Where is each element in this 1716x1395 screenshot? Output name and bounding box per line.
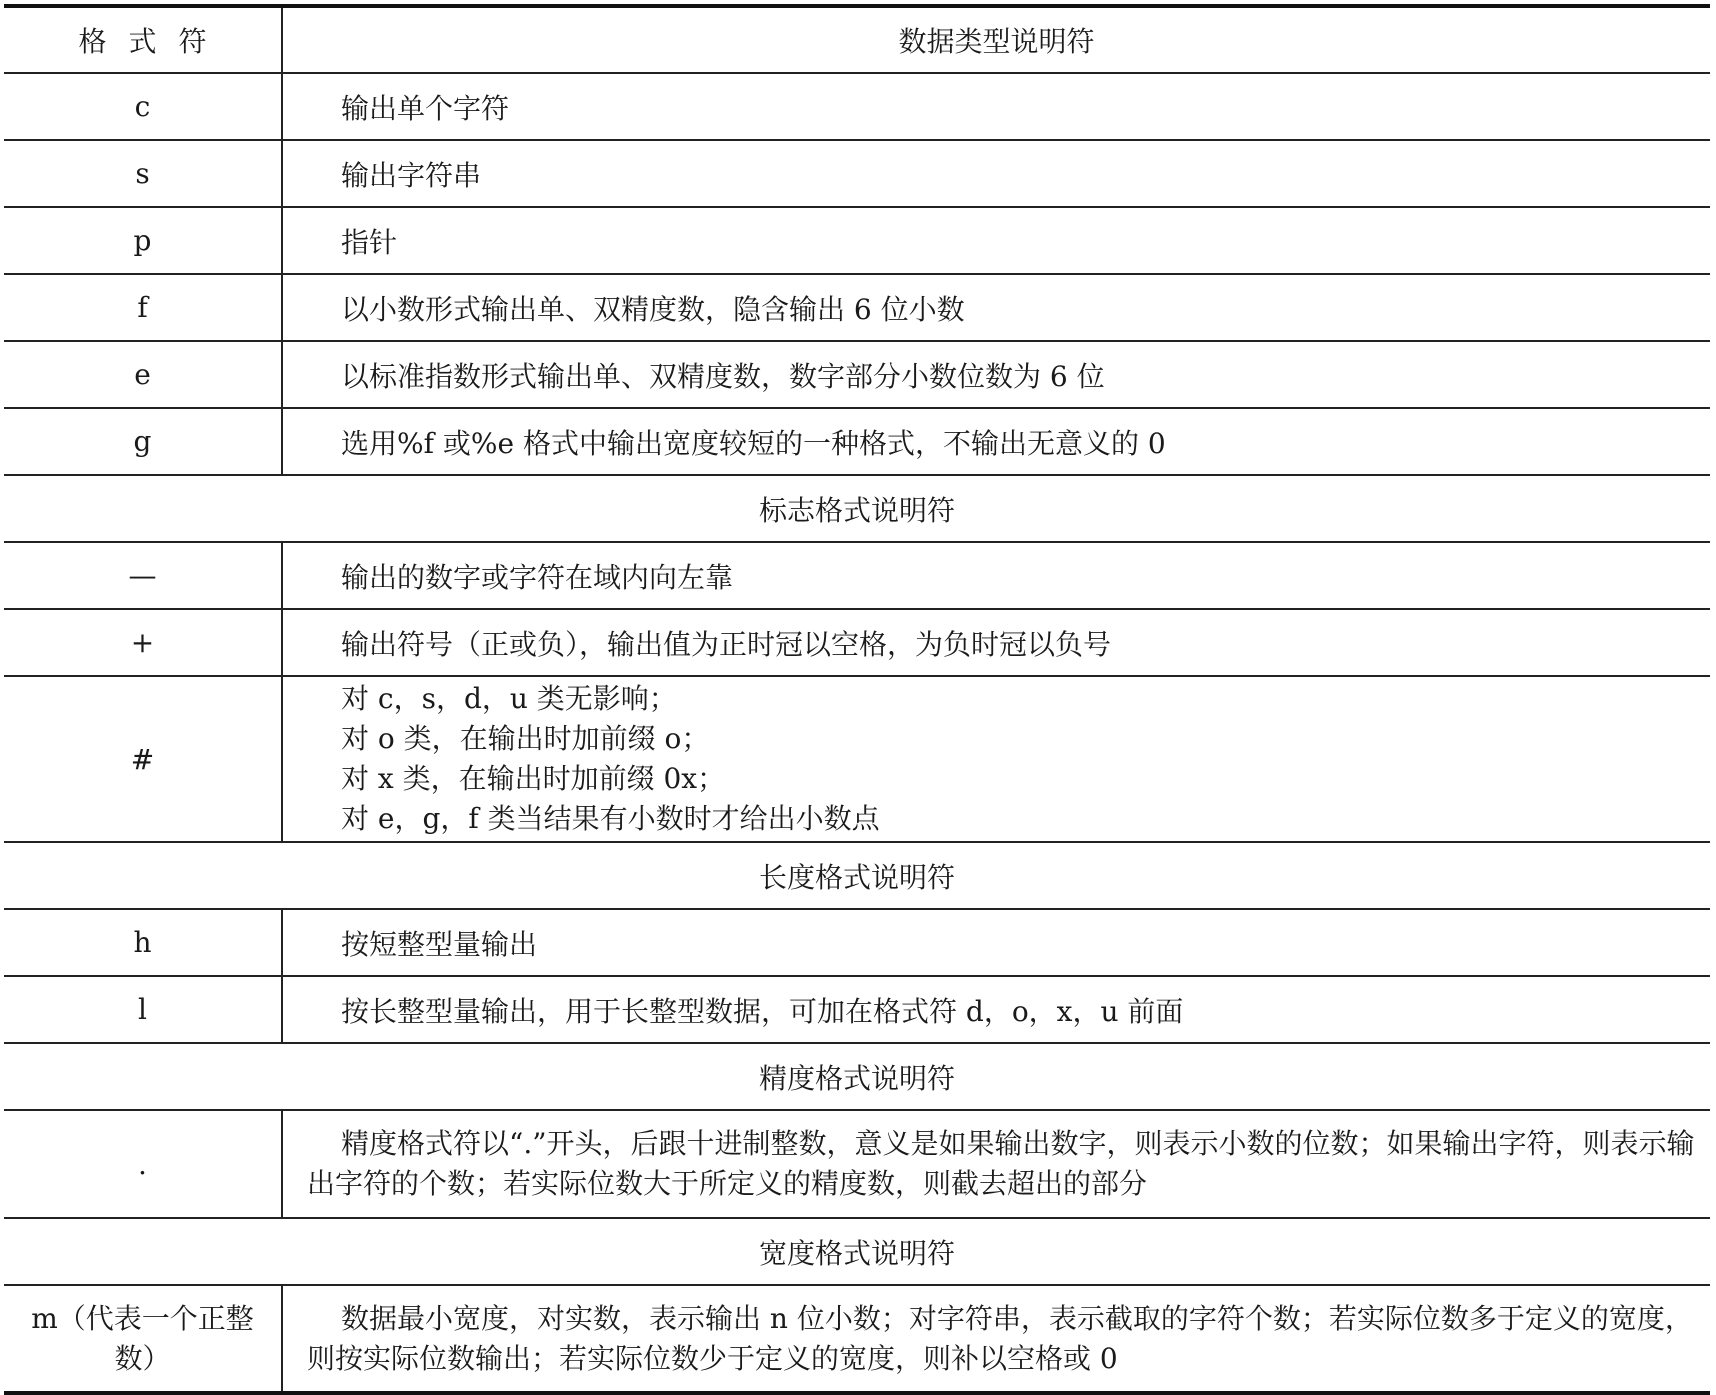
format-key: f bbox=[4, 274, 282, 341]
format-key: c bbox=[4, 73, 282, 140]
description-line: 对 o 类，在输出时加前缀 o； bbox=[341, 722, 710, 755]
table-row bbox=[4, 676, 1710, 842]
format-description: 以小数形式输出单、双精度数，隐含输出 6 位小数 bbox=[282, 274, 1710, 341]
table-row bbox=[4, 73, 1710, 140]
format-description: 输出单个字符 bbox=[282, 73, 1710, 140]
header-row bbox=[4, 6, 1710, 73]
format-key: + bbox=[4, 609, 282, 676]
table-row bbox=[4, 542, 1710, 609]
format-key: p bbox=[4, 207, 282, 274]
format-key: l bbox=[4, 976, 282, 1043]
section-heading: 长度格式说明符 bbox=[4, 842, 1710, 909]
format-key: e bbox=[4, 341, 282, 408]
table-row bbox=[4, 140, 1710, 207]
format-key: . bbox=[4, 1110, 282, 1218]
section-heading: 宽度格式说明符 bbox=[4, 1218, 1710, 1285]
header-format-column: 格式符 bbox=[4, 6, 282, 73]
format-specifier-table bbox=[4, 4, 1710, 1395]
header-data-type-column: 数据类型说明符 bbox=[282, 6, 1710, 73]
section-row-length bbox=[4, 842, 1710, 909]
section-row-flags bbox=[4, 475, 1710, 542]
description-line: 对 x 类，在输出时加前缀 0x； bbox=[341, 762, 726, 795]
format-description: 数据最小宽度，对实数，表示输出 n 位小数；对字符串，表示截取的字符个数；若实际位数多于定义的宽度，则按实际位数输出；若实际位数少于定义的宽度，则补以空格或 0 bbox=[282, 1285, 1710, 1393]
format-description: 精度格式符以“.”开头，后跟十进制整数，意义是如果输出数字，则表示小数的位数；如果输出字符，则表示输出字符的个数；若实际位数大于所定义的精度数，则截去超出的部分 bbox=[282, 1110, 1710, 1218]
description-line: 对 c，s，d，u 类无影响； bbox=[341, 682, 677, 715]
format-key: m（代表一个正整数） bbox=[4, 1285, 282, 1393]
description-line: 对 e，g，f 类当结果有小数时才给出小数点 bbox=[341, 802, 880, 835]
section-row-precision bbox=[4, 1043, 1710, 1110]
table-row bbox=[4, 274, 1710, 341]
format-key: — bbox=[4, 542, 282, 609]
format-description: 输出符号（正或负），输出值为正时冠以空格，为负时冠以负号 bbox=[282, 609, 1710, 676]
table-row bbox=[4, 609, 1710, 676]
format-key: # bbox=[4, 676, 282, 842]
format-key: h bbox=[4, 909, 282, 976]
format-description: 以标准指数形式输出单、双精度数，数字部分小数位数为 6 位 bbox=[282, 341, 1710, 408]
table-row bbox=[4, 1285, 1710, 1393]
table-row bbox=[4, 408, 1710, 475]
format-description bbox=[282, 676, 1710, 842]
section-heading: 标志格式说明符 bbox=[4, 475, 1710, 542]
table-row bbox=[4, 976, 1710, 1043]
format-description: 输出的数字或字符在域内向左靠 bbox=[282, 542, 1710, 609]
section-row-width bbox=[4, 1218, 1710, 1285]
format-description: 按短整型量输出 bbox=[282, 909, 1710, 976]
table-row bbox=[4, 341, 1710, 408]
format-description: 按长整型量输出，用于长整型数据，可加在格式符 d，o，x，u 前面 bbox=[282, 976, 1710, 1043]
section-heading: 精度格式说明符 bbox=[4, 1043, 1710, 1110]
format-description: 输出字符串 bbox=[282, 140, 1710, 207]
format-description: 指针 bbox=[282, 207, 1710, 274]
table-row bbox=[4, 1110, 1710, 1218]
format-description: 选用%f 或%e 格式中输出宽度较短的一种格式，不输出无意义的 0 bbox=[282, 408, 1710, 475]
table-row bbox=[4, 909, 1710, 976]
format-key: g bbox=[4, 408, 282, 475]
table-row bbox=[4, 207, 1710, 274]
format-key: s bbox=[4, 140, 282, 207]
